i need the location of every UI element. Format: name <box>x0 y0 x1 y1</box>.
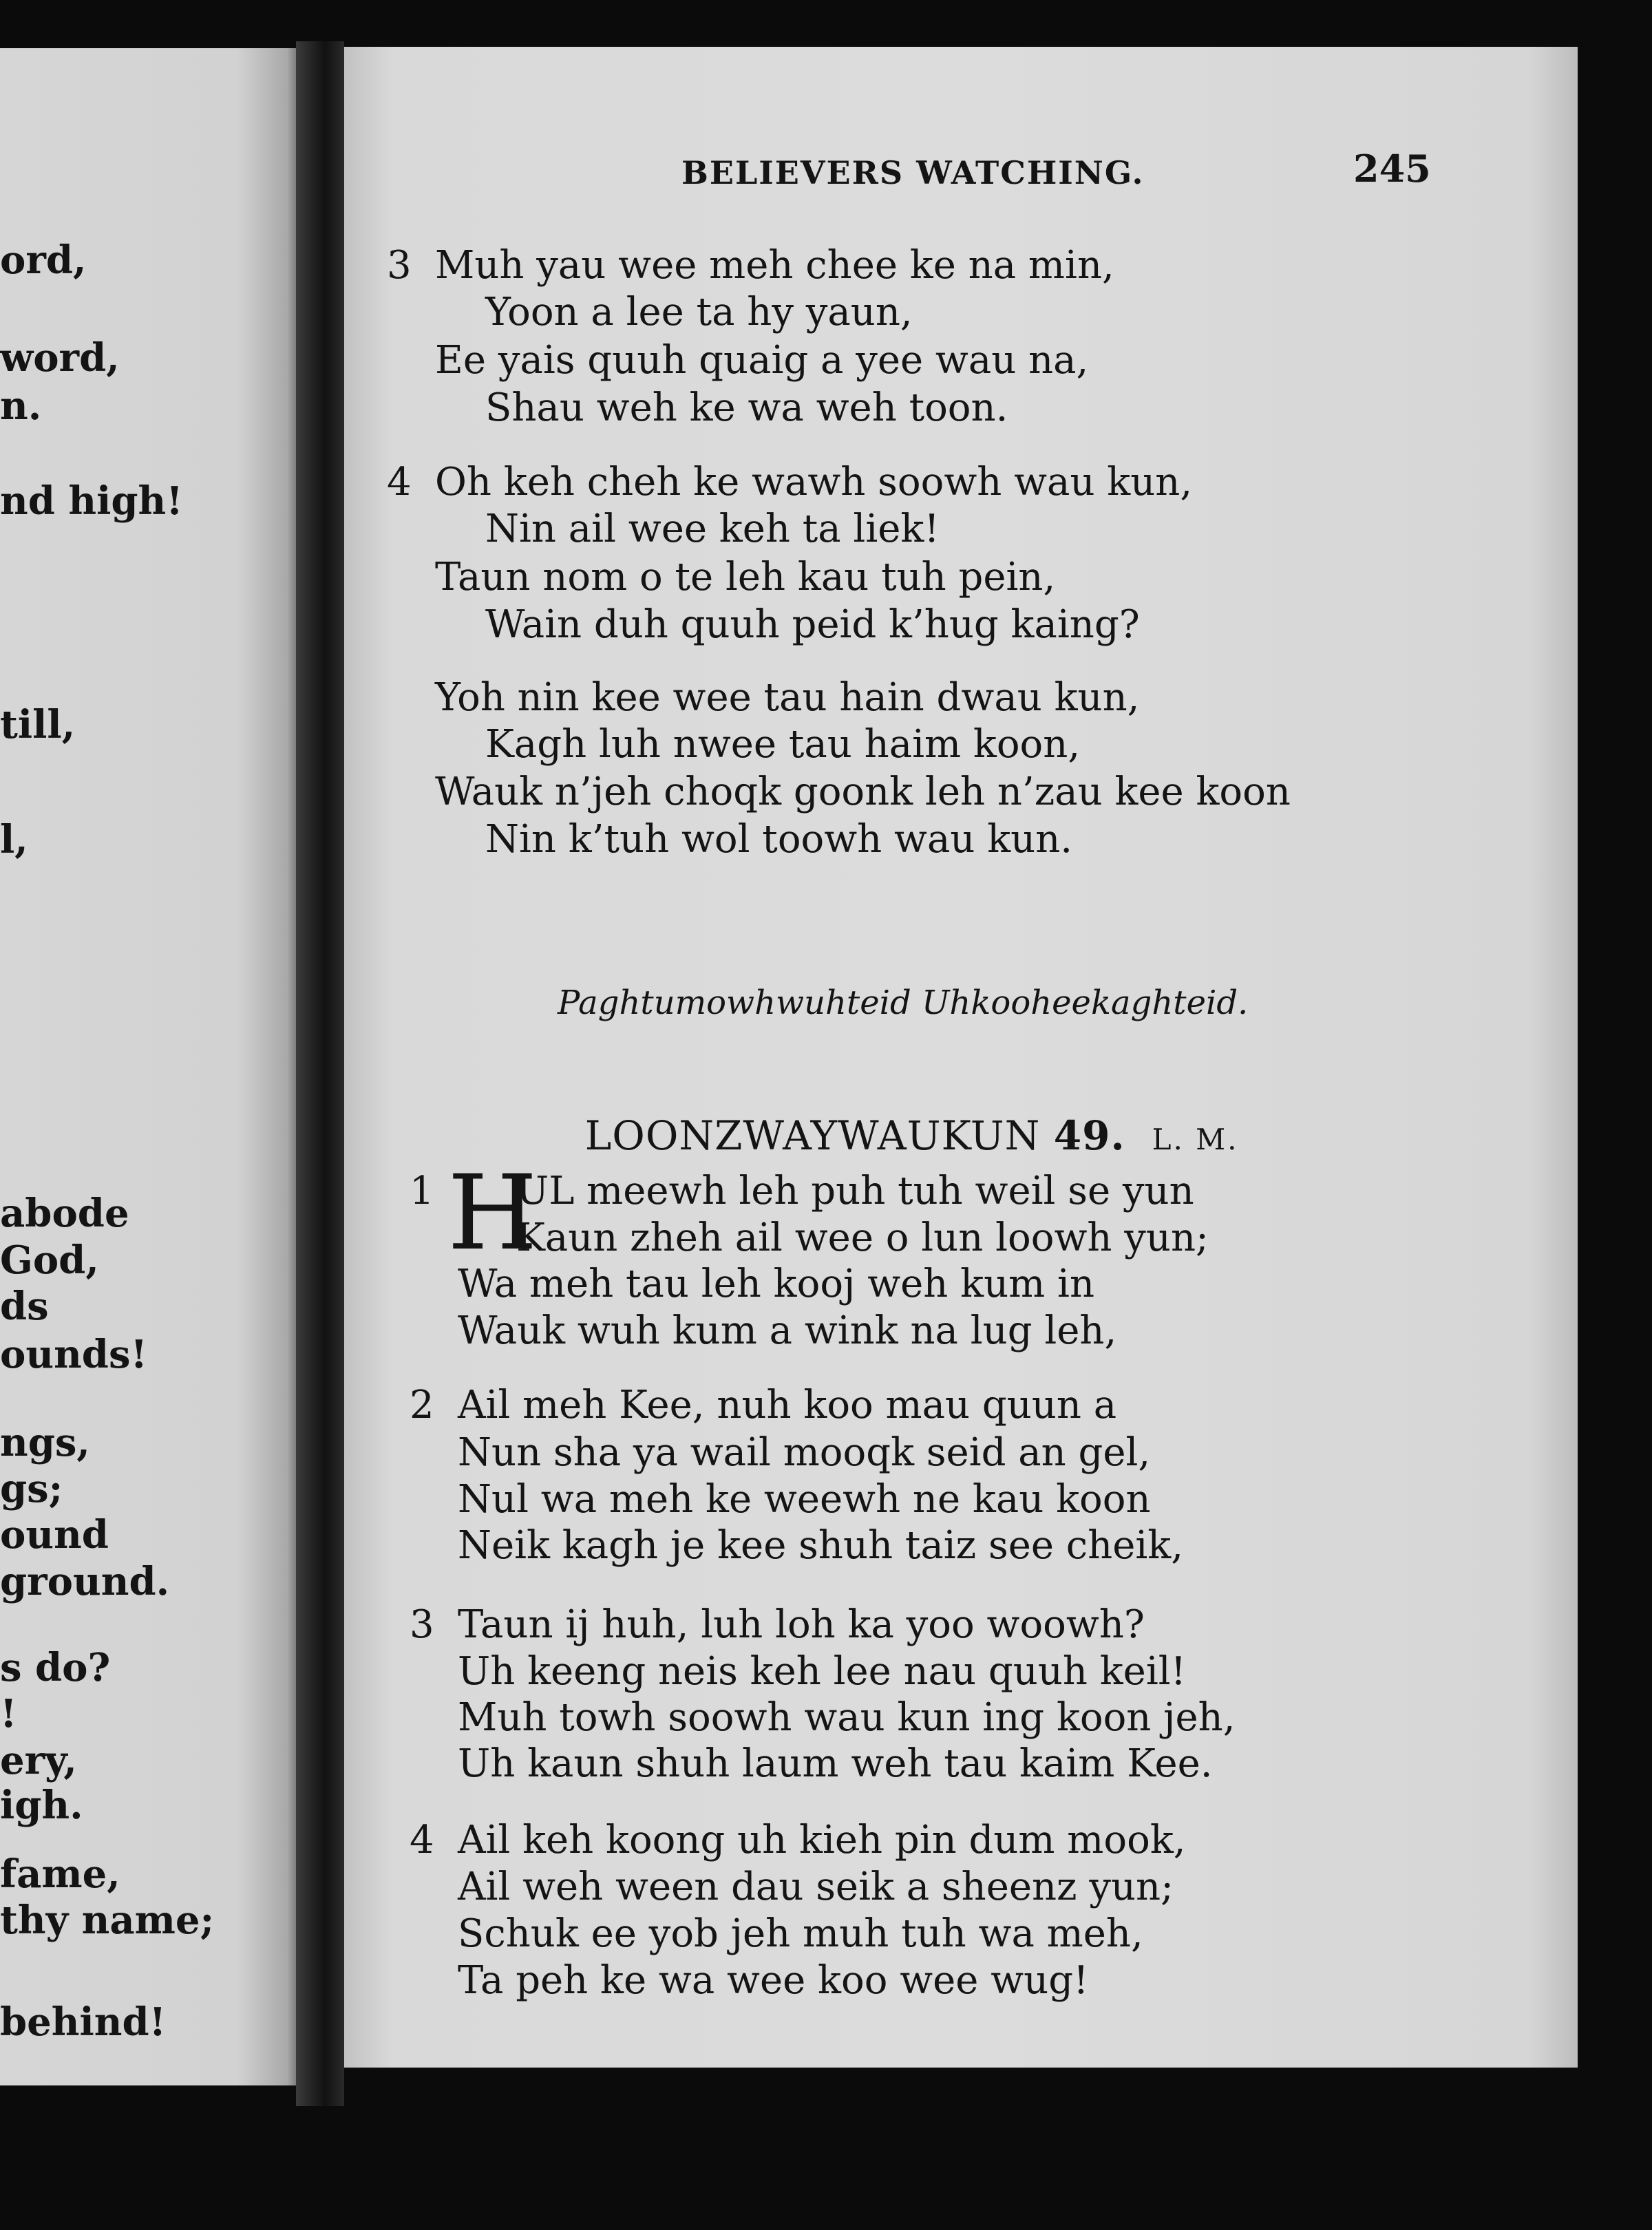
verse-line: UL meewh leh puh tuh weil se yun <box>516 1169 1194 1213</box>
left-fragment: thy name; <box>0 1898 215 1943</box>
left-fragment: nd high! <box>0 478 183 524</box>
verse-line: Wa meh tau leh kooj weh kum in <box>458 1262 1095 1306</box>
verse-line: Yoh nin kee wee tau hain dwau kun, <box>435 675 1140 720</box>
verse-line: Shau weh ke wa weh toon. <box>485 385 1008 430</box>
left-fragment: word, <box>0 335 120 381</box>
verse-line: Kagh luh nwee tau haim koon, <box>485 722 1081 767</box>
verse-line: Muh yau wee meh chee ke na min, <box>435 243 1114 288</box>
hymn-number: 49. <box>1053 1112 1125 1159</box>
stanza-number: 3 <box>387 243 412 288</box>
left-fragment: igh. <box>0 1783 83 1828</box>
verse-line: Kaun zheh ail wee o lun loowh yun; <box>516 1215 1209 1260</box>
verse-line: Ee yais quuh quaig a yee wau na, <box>435 338 1089 383</box>
left-fragment: till, <box>0 702 76 747</box>
verse-line: Oh keh cheh ke wawh soowh wau kun, <box>435 460 1193 505</box>
verse-line: Wauk wuh kum a wink na lug leh, <box>458 1308 1117 1353</box>
left-fragment: s do? <box>0 1645 111 1690</box>
page-number: 245 <box>1353 147 1431 191</box>
left-fragment: fame, <box>0 1851 120 1897</box>
left-fragment: ds <box>0 1284 49 1329</box>
verse-line: Ail meh Kee, nuh koo mau quun a <box>458 1383 1117 1427</box>
verse-line: Schuk ee yob jeh muh tuh wa meh, <box>458 1911 1143 1956</box>
verse-line: Ail weh ween dau seik a sheenz yun; <box>458 1865 1174 1909</box>
verse-line: Taun ij huh, luh loh ka yoo woowh? <box>458 1602 1145 1647</box>
left-fragment: ounds! <box>0 1332 148 1377</box>
stanza-number: 4 <box>387 460 412 505</box>
hymn-meter: L. M. <box>1152 1123 1239 1156</box>
running-title: BELIEVERS WATCHING. <box>681 154 1145 191</box>
stanza-number: 4 <box>410 1818 434 1862</box>
left-fragment: behind! <box>0 1999 167 2045</box>
drop-cap: H <box>447 1154 538 1273</box>
verse-line: Wauk n’jeh choqk goonk leh n’zau kee koon <box>435 769 1291 814</box>
verse-line: Nun sha ya wail mooqk seid an gel, <box>458 1430 1151 1475</box>
left-page <box>0 48 296 2085</box>
left-fragment: ound <box>0 1512 109 1558</box>
left-fragment: n. <box>0 383 42 429</box>
verse-line: Uh keeng neis keh lee nau quuh keil! <box>458 1649 1187 1694</box>
left-fragment: God, <box>0 1238 99 1283</box>
verse-line: Neik kagh je kee shuh taiz see cheik, <box>458 1523 1184 1568</box>
verse-line: Muh towh soowh wau kun ing koon jeh, <box>458 1695 1236 1740</box>
left-fragment: abode <box>0 1191 129 1236</box>
verse-line: Wain duh quuh peid k’hug kaing? <box>485 602 1140 647</box>
verse-line: Nul wa meh ke weewh ne kau koon <box>458 1477 1151 1522</box>
verse-line: Nin ail wee keh ta liek! <box>485 507 940 551</box>
left-fragment: ord, <box>0 237 87 283</box>
verse-line: Uh kaun shuh laum weh tau kaim Kee. <box>458 1741 1213 1786</box>
verse-line: Ta peh ke wa wee koo wee wug! <box>458 1958 1089 2003</box>
verse-line: Nin k’tuh wol toowh wau kun. <box>485 817 1073 862</box>
left-fragment: l, <box>0 817 28 862</box>
hymn-subtitle: Paghtumowhwuhteid Uhkooheekaghteid. <box>558 984 1249 1022</box>
left-fragment: ery, <box>0 1738 77 1783</box>
right-page <box>344 47 1578 2068</box>
stanza-number: 2 <box>410 1383 434 1427</box>
stanza-number: 3 <box>410 1602 434 1647</box>
book-spine <box>296 41 344 2106</box>
verse-line: Ail keh koong uh kieh pin dum mook, <box>458 1818 1186 1862</box>
left-fragment: ! <box>0 1691 17 1737</box>
stanza-number: 1 <box>410 1169 434 1213</box>
left-fragment: gs; <box>0 1466 63 1511</box>
left-fragment: ngs, <box>0 1420 90 1465</box>
hymn-title-word: LOONZWAYWAUKUN <box>584 1112 1041 1159</box>
verse-line: Taun nom o te leh kau tuh pein, <box>435 555 1056 599</box>
left-fragment: ground. <box>0 1559 170 1604</box>
verse-line: Yoon a lee ta hy yaun, <box>485 290 913 334</box>
